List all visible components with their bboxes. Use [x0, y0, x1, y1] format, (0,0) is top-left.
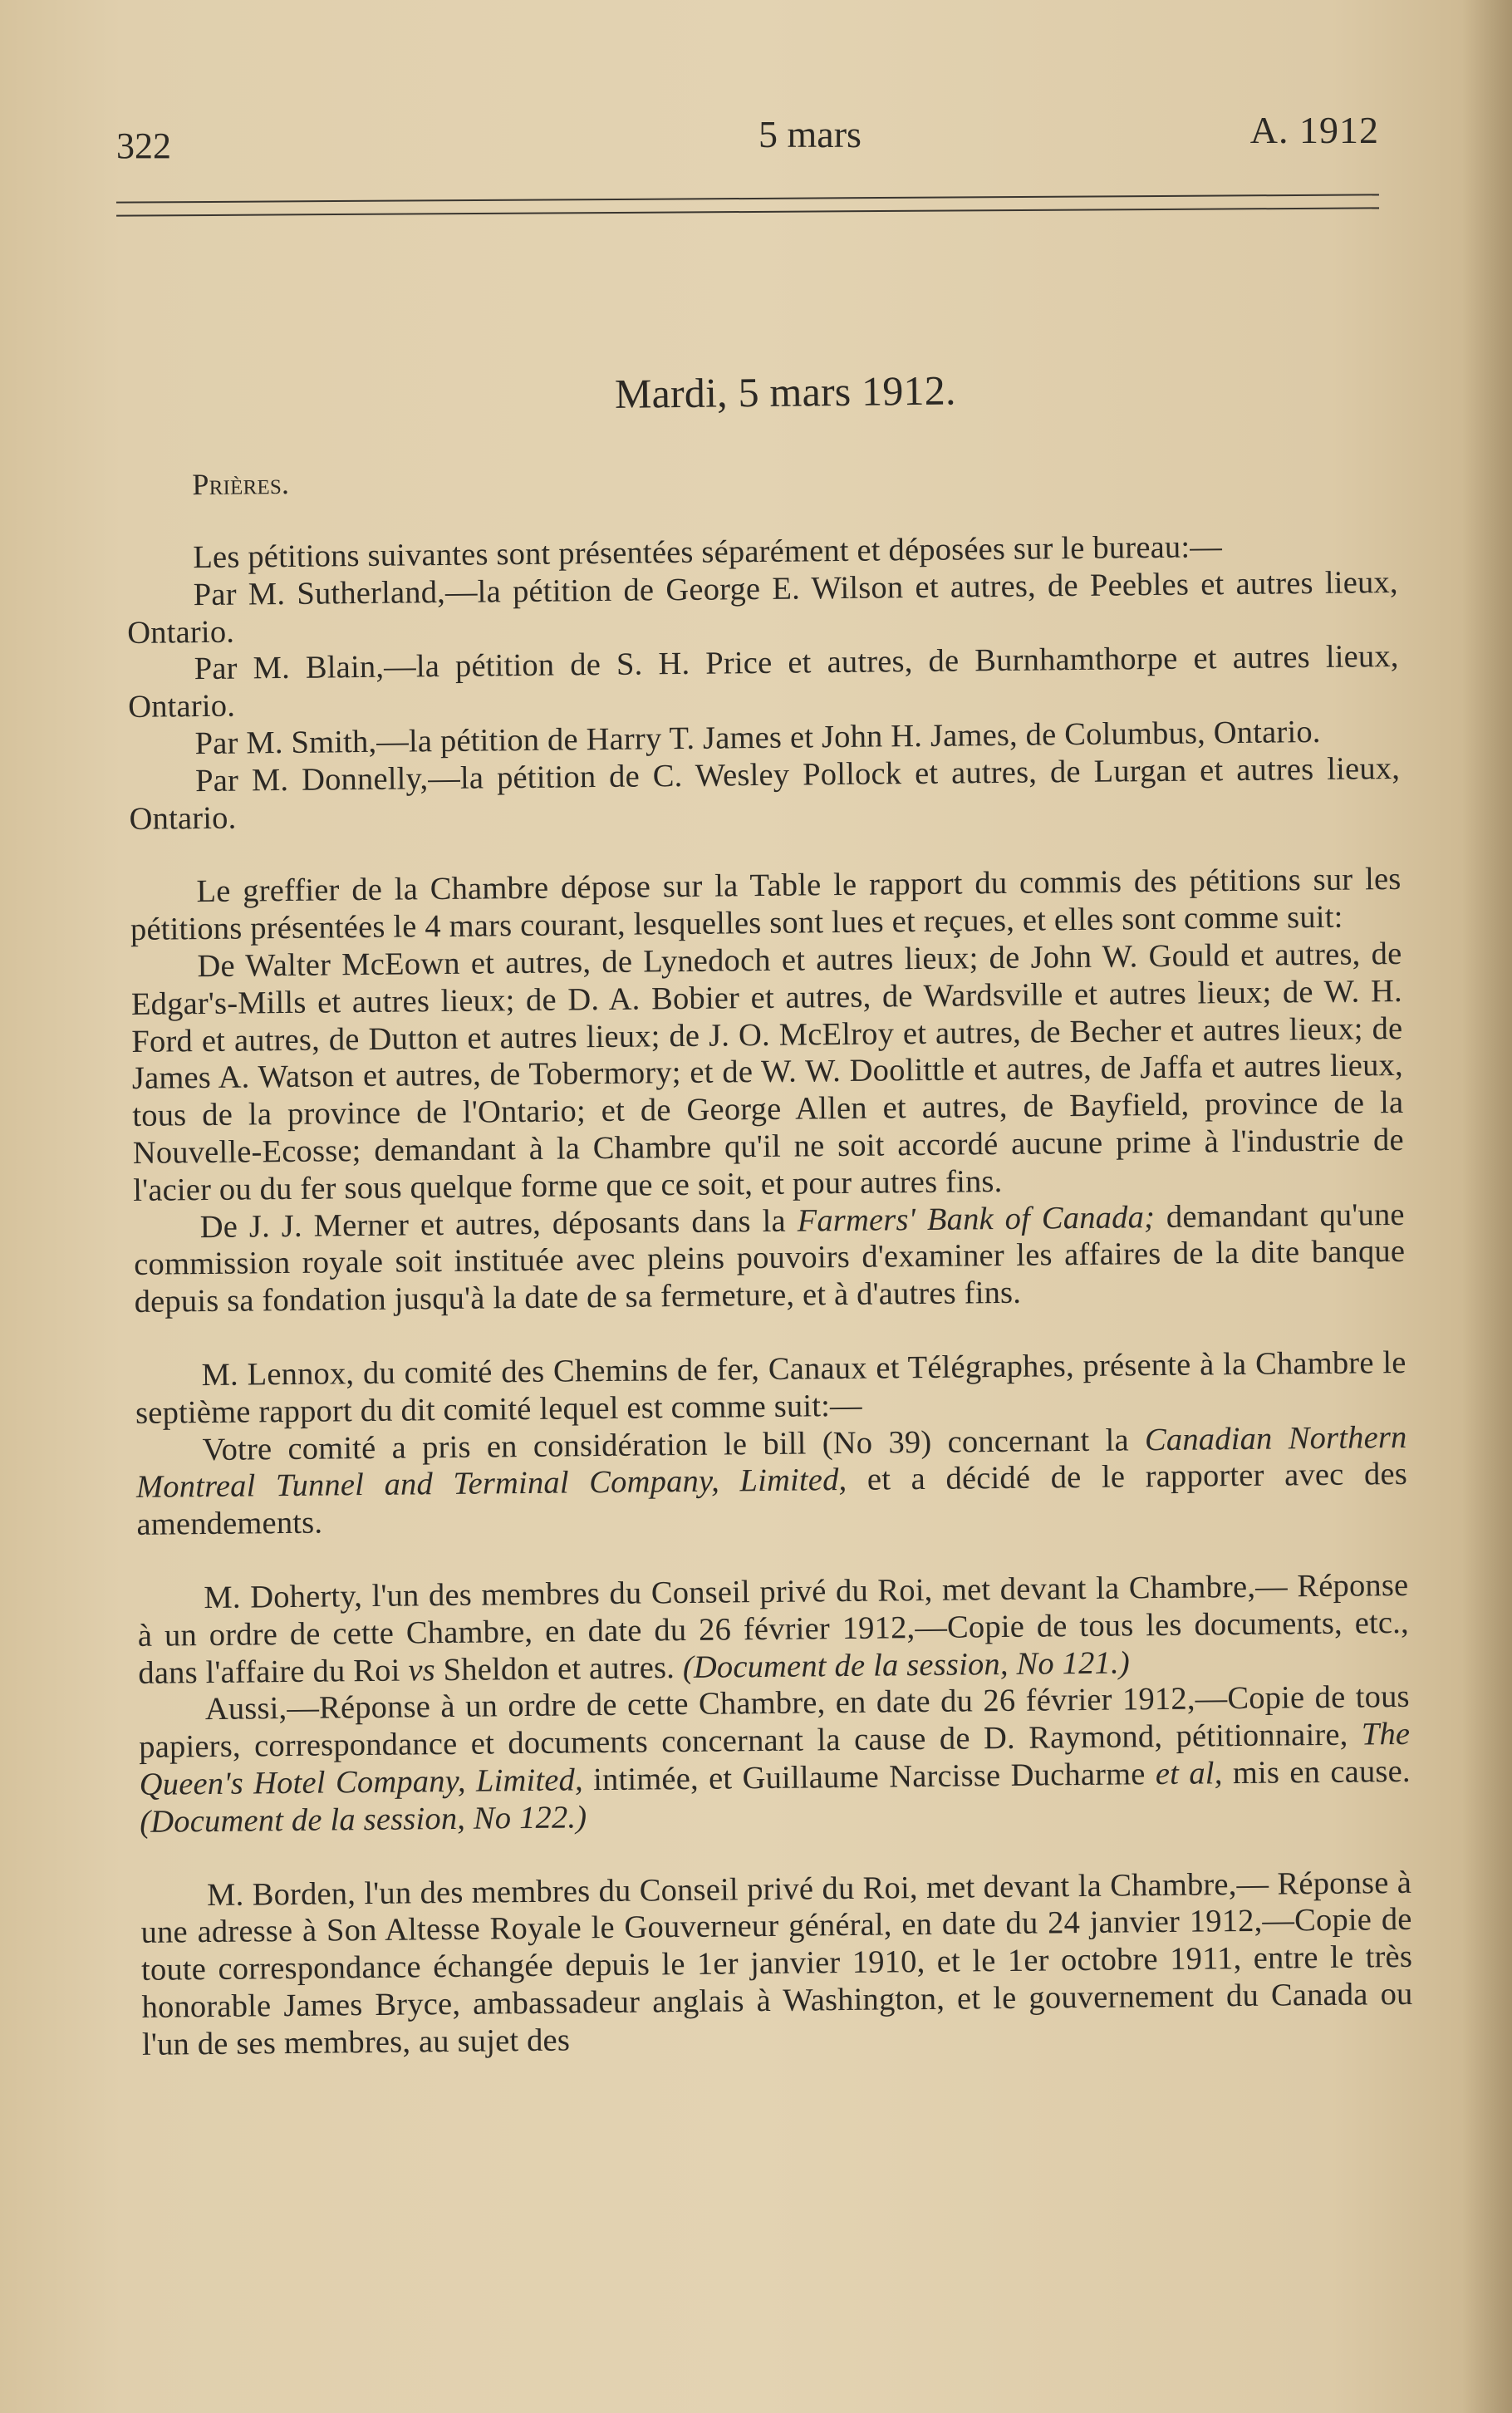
vs-italic: vs [408, 1652, 436, 1688]
doherty-text-1: M. Doherty, l'un des membres du Conseil privé du Roi, met devant la Chambre,— Réponse à un ordre de cette Chambre, en date du 26 février 1912,—Copie de tous les documents, etc., dans l'affaire du Roi [137, 1567, 1410, 1691]
merner-text-1: De J. J. Merner et autres, déposants dans la [199, 1203, 798, 1245]
aussi-text-2: intimée, et Guillaume Narcisse Ducharme [582, 1757, 1156, 1798]
prayers-heading: Prières. [192, 466, 290, 502]
farmers-bank-name: Farmers' Bank of Canada; [797, 1199, 1156, 1239]
petitions-intro: Les pétitions suivantes sont présentées séparément et déposées sur le bureau:— [193, 529, 1223, 576]
petition-donnelly: Par M. Donnelly,—la pétition de C. Wesley Pollock et autres, de Lurgan et autres lieux, Ontario. [129, 750, 1401, 837]
queens-hotel-company: The Queen's Hotel Company, Limited, [139, 1716, 1411, 1802]
lennox-report-paragraph: M. Lennox, du comité des Chemins de fer, Canaux et Télégraphes, présente à la Chambre le septième rapport du dit comité lequel est comme suit:— [135, 1344, 1406, 1431]
merner-petition-paragraph [134, 1196, 1406, 1320]
header-date: 5 mars [758, 113, 862, 155]
page-edge-shadow [1462, 0, 1512, 2413]
aussi-paragraph [139, 1678, 1411, 1840]
company-name-tunnel: Canadian Northern Montreal Tunnel and Terminal Company, Limited, [135, 1419, 1407, 1506]
header-double-rule [116, 194, 1379, 216]
doherty-paragraph [137, 1567, 1409, 1692]
petitions-list-paragraph: De Walter McEown et autres, de Lynedoch et autres lieux; de John W. Gould et autres, de Edgar's-Mills et autres lieux; de D. A. Bobier et autres, de Wardsville et autres lieux; de W. H. Ford et autres, de Dutton et autres lieux; de J. O. McElroy et autres, de Becher et autres lieux; de James A. Watson et autres, de Tobermory; et de W. W. Doolittle et autres, de Jaffa et autres lieux, tous de la province de l'Ontario; et de George Allen et autres, de Bayfield, province de la Nouvelle-Ecosse; demandant à la Chambre qu'il ne soit accordé aucune prime à l'industrie de l'acier ou du fer sous quelque forme que ce soit, et pour autres fins. [130, 936, 1404, 1208]
aussi-text-3: mis en cause. [1222, 1753, 1411, 1791]
petition-smith: Par M. Smith,—la pétition de Harry T. James et John H. James, de Columbus, Ontario. [194, 714, 1321, 762]
committee-text-2: et a décidé de le rapporter avec des amendements. [136, 1457, 1408, 1543]
et-al-italic: et al, [1155, 1756, 1223, 1792]
committee-bill-paragraph [135, 1418, 1407, 1543]
session-document-121: (Document de la session, No 121.) [682, 1644, 1131, 1685]
clerk-report-paragraph: Le greffier de la Chambre dépose sur la Table le rapport du commis des pétitions sur les pétitions présentées le 4 mars courant, lesquelles sont lues et reçues, et elles sont comme suit: [130, 862, 1402, 948]
page-number: 322 [116, 125, 171, 166]
petition-blain: Par M. Blain,—la pétition de S. H. Price et autres, de Burnhamthorpe et autres lieux, Ontario. [127, 639, 1399, 725]
doherty-text-2: Sheldon et autres. [434, 1649, 684, 1688]
session-document-122: (Document de la session, No 122.) [140, 1799, 587, 1840]
borden-paragraph: M. Borden, l'un des membres du Conseil privé du Roi, met devant la Chambre,— Réponse à une adresse à Son Altesse Royale le Gouverneur général, en date du 24 janvier 1912,—Copie de toute correspondance échangée depuis le 1er janvier 1910, et le 1er octobre 1911, entre le très honorable James Bryce, ambassadeur anglais à Washington, et le gouvernement du Canada ou l'un de ses membres, au sujet des [140, 1865, 1413, 2062]
aussi-text-1: Aussi,—Réponse à un ordre de cette Chambre, en date du 26 février 1912,—Copie de tous papiers, correspondance et documents concernant la cause de D. Raymond, pétitionnaire, [139, 1679, 1410, 1766]
journal-body [125, 361, 1413, 2063]
petition-sutherland: Par M. Sutherland,—la pétition de George E. Wilson et autres, de Peebles et autres lieux, Ontario. [127, 564, 1398, 651]
merner-text-2: demandant qu'une commission royale soit instituée avec pleins pouvoirs d'examiner les affaires de la dite banque depuis sa fondation jusqu'à la date de sa fermeture, et à d'autres fins. [134, 1197, 1406, 1320]
day-title: Mardi, 5 mars 1912. [614, 366, 956, 417]
running-header [116, 108, 1379, 174]
header-year: A. 1912 [1249, 109, 1379, 151]
committee-text-1: Votre comité a pris en considération le bill (No 39) concernant la [202, 1422, 1146, 1467]
